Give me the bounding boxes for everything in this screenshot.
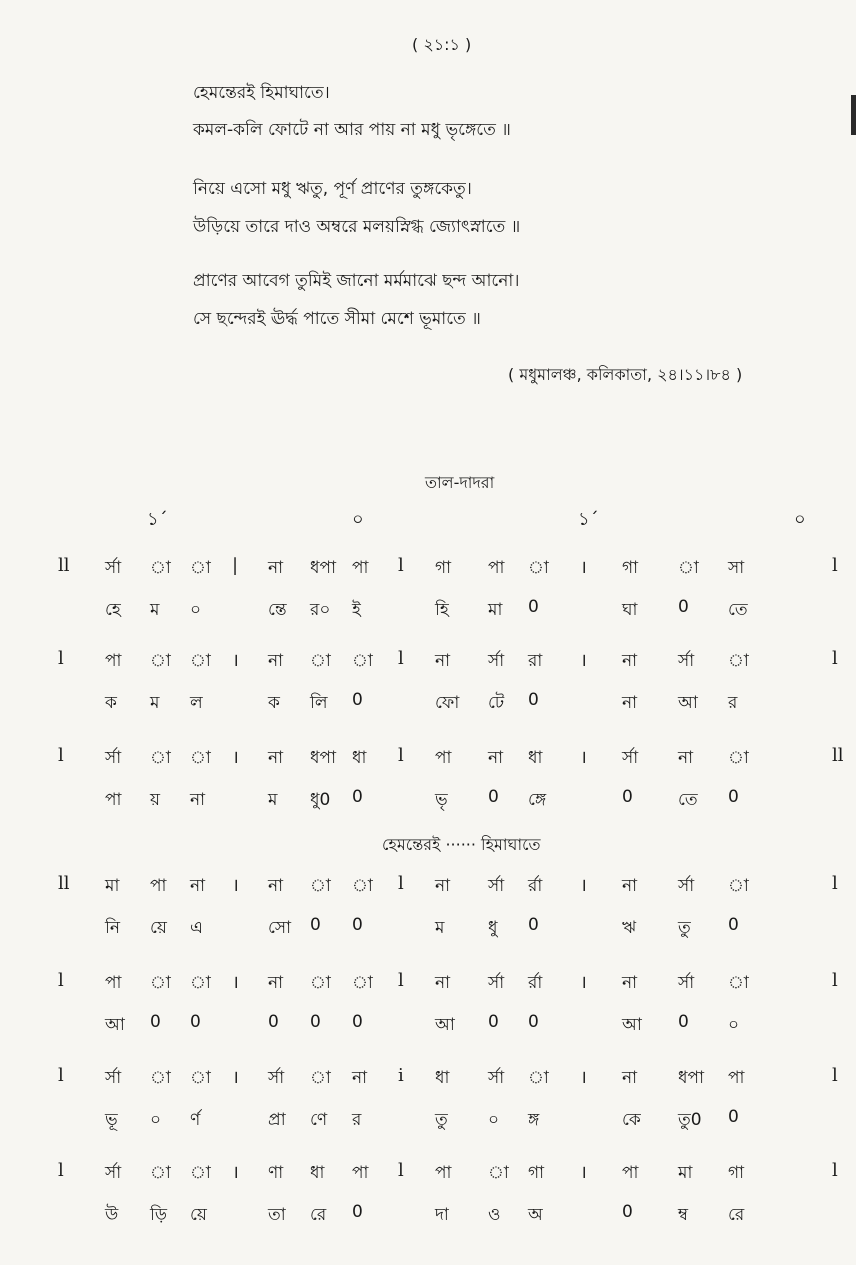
lyric-syllable: 0: [678, 1012, 689, 1032]
tala-title: তাল-দাদরা: [425, 473, 495, 492]
swara-note: া: [310, 876, 331, 896]
swara-note: া: [352, 973, 373, 993]
swara-note: র্সা: [488, 1068, 505, 1088]
swara-note: পা: [488, 558, 505, 578]
opening-barline: l: [58, 1065, 64, 1086]
lyric-line: উড়িয়ে তারে দাও অম্বরে মলয়স্নিগ্ধ জ্যোৎস্নাতে ॥: [193, 217, 521, 237]
scan-edge-shadow: [851, 95, 856, 135]
swara-note: না: [435, 876, 451, 896]
swara-note: ধপা: [310, 558, 336, 578]
source-citation: ( মধুমালঞ্চ, কলিকাতা, ২৪।১১।৮৪ ): [508, 365, 743, 384]
swara-note: া: [310, 1068, 331, 1088]
lyric-syllable: তা: [268, 1205, 286, 1225]
notation-row: [0, 648, 856, 713]
swara-note: র্সা: [105, 1068, 122, 1088]
lyric-syllable: র০: [310, 600, 331, 620]
swara-note: র্সা: [678, 973, 695, 993]
swara-note: পা: [352, 1163, 369, 1183]
swara-note: র্সা: [488, 651, 505, 671]
swara-note: র্সা: [268, 1068, 285, 1088]
swara-note: র্সা: [622, 748, 639, 768]
lyric-syllable: না: [622, 693, 638, 713]
lyric-syllable: রে: [728, 1205, 745, 1225]
swara-note: ধা: [310, 1163, 325, 1183]
swara-note: পা: [105, 651, 122, 671]
beat-divider: |: [232, 555, 239, 576]
swara-note: র্রা: [528, 973, 543, 993]
swara-note: ধা: [528, 748, 543, 768]
swara-note: া: [728, 876, 749, 896]
opening-barline: l: [58, 1160, 64, 1181]
lyric-syllable: মা: [488, 600, 503, 620]
lyric-syllable: 0: [728, 915, 739, 935]
swara-note: ধপা: [678, 1068, 704, 1088]
lyric-syllable: ঋ: [622, 918, 637, 938]
swara-note: মা: [105, 876, 120, 896]
lyric-syllable: এ: [190, 918, 203, 938]
lyric-syllable: 0: [352, 690, 363, 710]
swara-note: া: [150, 973, 171, 993]
lyric-syllable: ০: [728, 1015, 740, 1035]
lyric-syllable: 0: [528, 597, 539, 617]
beat-divider: l: [398, 873, 404, 894]
beat-divider: ।: [232, 650, 239, 671]
swara-note: া: [728, 651, 749, 671]
lyric-syllable: হি: [435, 600, 449, 620]
swara-note: ধা: [435, 1068, 450, 1088]
swara-note: না: [352, 1068, 368, 1088]
swara-note: া: [352, 651, 373, 671]
swara-note: া: [150, 748, 171, 768]
lyric-syllable: ০: [488, 1110, 500, 1130]
swara-note: ধা: [352, 748, 367, 768]
beat-divider: ।: [232, 1067, 239, 1088]
lyric-line: প্রাণের আবেগ তুমিই জানো মর্মমাঝে ছন্দ আনো।: [193, 271, 520, 291]
swara-note: া: [728, 748, 749, 768]
lyric-syllable: ণে: [310, 1110, 328, 1130]
opening-barline: l: [58, 745, 64, 766]
swara-note: না: [268, 973, 284, 993]
lyric-syllable: তু: [435, 1110, 448, 1130]
beat-divider: l: [398, 1160, 404, 1181]
notation-row: [0, 1065, 856, 1130]
lyric-syllable: 0: [528, 915, 539, 935]
lyric-line: নিয়ে এসো মধু ঋতু, পূর্ণ প্রাণের তুঙ্গকেতু।: [193, 179, 472, 199]
swara-note: া: [190, 651, 211, 671]
lyric-syllable: 0: [352, 1012, 363, 1032]
swara-note: না: [622, 973, 638, 993]
lyric-syllable: আ: [678, 693, 698, 713]
closing-barline: l: [832, 648, 838, 669]
swara-note: া: [150, 1068, 171, 1088]
beat-divider: ।: [580, 875, 587, 896]
opening-barline: l: [58, 648, 64, 669]
swara-note: া: [150, 558, 171, 578]
lyric-syllable: আ: [105, 1015, 125, 1035]
lyric-syllable: 0: [352, 787, 363, 807]
lyric-syllable: ক: [268, 693, 280, 713]
lyric-syllable: য়: [150, 790, 161, 810]
lyric-syllable: না: [190, 790, 206, 810]
lyric-syllable: য়ে: [150, 918, 167, 938]
lyric-syllable: অ: [528, 1205, 543, 1225]
lyric-syllable: ০: [150, 1110, 162, 1130]
lyric-syllable: তু: [678, 918, 691, 938]
closing-barline: l: [832, 1065, 838, 1086]
lyric-syllable: ম্ব: [678, 1205, 689, 1225]
beat-divider: l: [398, 555, 404, 576]
beat-divider: ।: [580, 650, 587, 671]
lyric-syllable: ন্তে: [268, 600, 287, 620]
lyric-syllable: ঘা: [622, 600, 638, 620]
swara-note: না: [268, 876, 284, 896]
page-number: ( ২১:১ ): [412, 35, 472, 54]
lyric-syllable: র: [352, 1110, 362, 1130]
beat-divider: ।: [580, 557, 587, 578]
swara-note: গা: [528, 1163, 545, 1183]
lyric-syllable: ড়ি: [150, 1205, 168, 1225]
swara-note: না: [622, 651, 638, 671]
lyric-syllable: 0: [728, 1107, 739, 1127]
lyric-line: সে ছন্দেরই ঊর্দ্ধ পাতে সীমা মেশে ভূমাতে ॥: [193, 309, 481, 329]
lyric-syllable: 0: [488, 787, 499, 807]
lyric-syllable: লি: [310, 693, 328, 713]
lyric-line: হেমন্তেরই হিমাঘাতে।: [193, 83, 330, 103]
swara-note: পা: [622, 1163, 639, 1183]
swara-note: পা: [435, 1163, 452, 1183]
swara-note: পা: [105, 973, 122, 993]
swara-note: া: [150, 1163, 171, 1183]
swara-note: া: [190, 1163, 211, 1183]
swara-note: না: [435, 973, 451, 993]
lyric-syllable: ধু0: [310, 790, 331, 810]
lyric-syllable: সো: [268, 918, 292, 938]
swara-note: না: [268, 748, 284, 768]
lyric-syllable: পা: [105, 790, 122, 810]
lyric-syllable: দা: [435, 1205, 449, 1225]
swara-note: র্সা: [105, 748, 122, 768]
closing-barline: l: [832, 1160, 838, 1181]
lyric-syllable: ক: [105, 693, 117, 713]
opening-barline: l: [58, 970, 64, 991]
tala-mark: ১´: [147, 509, 168, 530]
lyric-syllable: টে: [488, 693, 505, 713]
lyric-syllable: 0: [622, 787, 633, 807]
lyric-syllable: ঙ্গ: [528, 1110, 540, 1130]
lyric-syllable: 0: [622, 1202, 633, 1222]
lyric-syllable: র্ণ: [190, 1110, 201, 1130]
lyric-syllable: ভৃ: [435, 790, 448, 810]
beat-divider: ।: [580, 747, 587, 768]
swara-note: না: [488, 748, 504, 768]
lyric-syllable: ও: [488, 1205, 501, 1225]
refrain-separator: হেমন্তেরই ······ হিমাঘাতে: [382, 835, 541, 854]
lyric-syllable: ই: [352, 600, 361, 620]
swara-note: র্সা: [488, 876, 505, 896]
swara-note: া: [488, 1163, 509, 1183]
swara-note: া: [528, 1068, 549, 1088]
lyric-syllable: 0: [352, 915, 363, 935]
swara-note: র্সা: [678, 876, 695, 896]
beat-divider: ।: [580, 1067, 587, 1088]
lyric-syllable: উ: [105, 1205, 119, 1225]
notation-row: [0, 745, 856, 810]
swara-note: পা: [352, 558, 369, 578]
swara-note: পা: [728, 1068, 745, 1088]
notation-row: [0, 555, 856, 620]
lyric-syllable: ঙ্গে: [528, 790, 547, 810]
lyric-syllable: প্রা: [268, 1110, 286, 1130]
swara-note: র্সা: [105, 558, 122, 578]
lyric-syllable: 0: [528, 690, 539, 710]
lyric-syllable: আ: [435, 1015, 455, 1035]
lyric-syllable: হে: [105, 600, 121, 620]
swara-note: া: [190, 1068, 211, 1088]
swara-note: র্সা: [488, 973, 505, 993]
lyric-syllable: 0: [310, 1012, 321, 1032]
tala-mark: ০: [794, 509, 806, 530]
lyric-syllable: ম: [435, 918, 445, 938]
opening-barline: ll: [58, 873, 70, 894]
lyric-syllable: 0: [728, 787, 739, 807]
closing-barline: ll: [832, 745, 844, 766]
swara-note: া: [190, 748, 211, 768]
lyric-syllable: ফো: [435, 693, 460, 713]
swara-note: র্সা: [678, 651, 695, 671]
lyric-syllable: 0: [352, 1202, 363, 1222]
beat-divider: l: [398, 745, 404, 766]
notation-row: [0, 873, 856, 938]
swara-note: না: [622, 1068, 638, 1088]
beat-divider: ।: [580, 972, 587, 993]
lyric-syllable: 0: [488, 1012, 499, 1032]
lyric-syllable: 0: [190, 1012, 201, 1032]
lyric-syllable: নি: [105, 918, 121, 938]
lyric-syllable: 0: [528, 1012, 539, 1032]
lyric-syllable: 0: [150, 1012, 161, 1032]
closing-barline: l: [832, 555, 838, 576]
swara-note: না: [190, 876, 206, 896]
lyric-syllable: ভূ: [105, 1110, 118, 1130]
swara-note: া: [150, 651, 171, 671]
swara-note: া: [190, 558, 211, 578]
lyric-syllable: ম: [268, 790, 278, 810]
closing-barline: l: [832, 873, 838, 894]
swara-note: া: [310, 651, 331, 671]
beat-divider: ।: [232, 747, 239, 768]
lyric-syllable: তু0: [678, 1110, 702, 1130]
swara-note: না: [622, 876, 638, 896]
swara-note: মা: [678, 1163, 693, 1183]
swara-note: া: [678, 558, 699, 578]
swara-note: র্রা: [528, 876, 543, 896]
notation-row: [0, 970, 856, 1035]
swara-note: র্সা: [105, 1163, 122, 1183]
swara-note: না: [435, 651, 451, 671]
lyric-syllable: ল: [190, 693, 203, 713]
beat-divider: ।: [580, 1162, 587, 1183]
lyric-syllable: য়ে: [190, 1205, 207, 1225]
beat-divider: ।: [232, 1162, 239, 1183]
swara-note: গা: [622, 558, 639, 578]
swara-note: না: [268, 558, 284, 578]
lyric-syllable: রে: [310, 1205, 327, 1225]
swara-note: ধপা: [310, 748, 336, 768]
closing-barline: l: [832, 970, 838, 991]
lyric-line: কমল-কলি ফোটে না আর পায় না মধু ভৃঙ্গেতে ॥: [193, 120, 511, 140]
swara-note: রা: [528, 651, 543, 671]
swara-note: গা: [728, 1163, 745, 1183]
notation-row: [0, 1160, 856, 1225]
lyric-syllable: ০: [190, 600, 202, 620]
beat-divider: ।: [232, 972, 239, 993]
lyric-syllable: ধু: [488, 918, 498, 938]
swara-note: া: [190, 973, 211, 993]
lyric-syllable: ম: [150, 693, 160, 713]
lyric-syllable: 0: [310, 915, 321, 935]
lyric-syllable: তে: [678, 790, 698, 810]
beat-divider: l: [398, 648, 404, 669]
lyric-syllable: ম: [150, 600, 160, 620]
beat-divider: ।: [232, 875, 239, 896]
swara-note: া: [352, 876, 373, 896]
swara-note: ণা: [268, 1163, 284, 1183]
lyric-syllable: র: [728, 693, 738, 713]
swara-note: পা: [150, 876, 167, 896]
swara-note: গা: [435, 558, 452, 578]
beat-divider: i: [398, 1065, 404, 1086]
swara-note: া: [728, 973, 749, 993]
lyric-syllable: কে: [622, 1110, 641, 1130]
lyric-syllable: আ: [622, 1015, 642, 1035]
swara-note: সা: [728, 558, 745, 578]
swara-note: পা: [435, 748, 452, 768]
opening-barline: ll: [58, 555, 70, 576]
lyric-syllable: 0: [678, 597, 689, 617]
lyric-syllable: 0: [268, 1012, 279, 1032]
tala-mark: ০: [352, 509, 364, 530]
swara-note: া: [310, 973, 331, 993]
swara-note: া: [528, 558, 549, 578]
swara-note: না: [678, 748, 694, 768]
lyric-syllable: তে: [728, 600, 748, 620]
swara-note: না: [268, 651, 284, 671]
beat-divider: l: [398, 970, 404, 991]
tala-mark: ১´: [578, 509, 599, 530]
